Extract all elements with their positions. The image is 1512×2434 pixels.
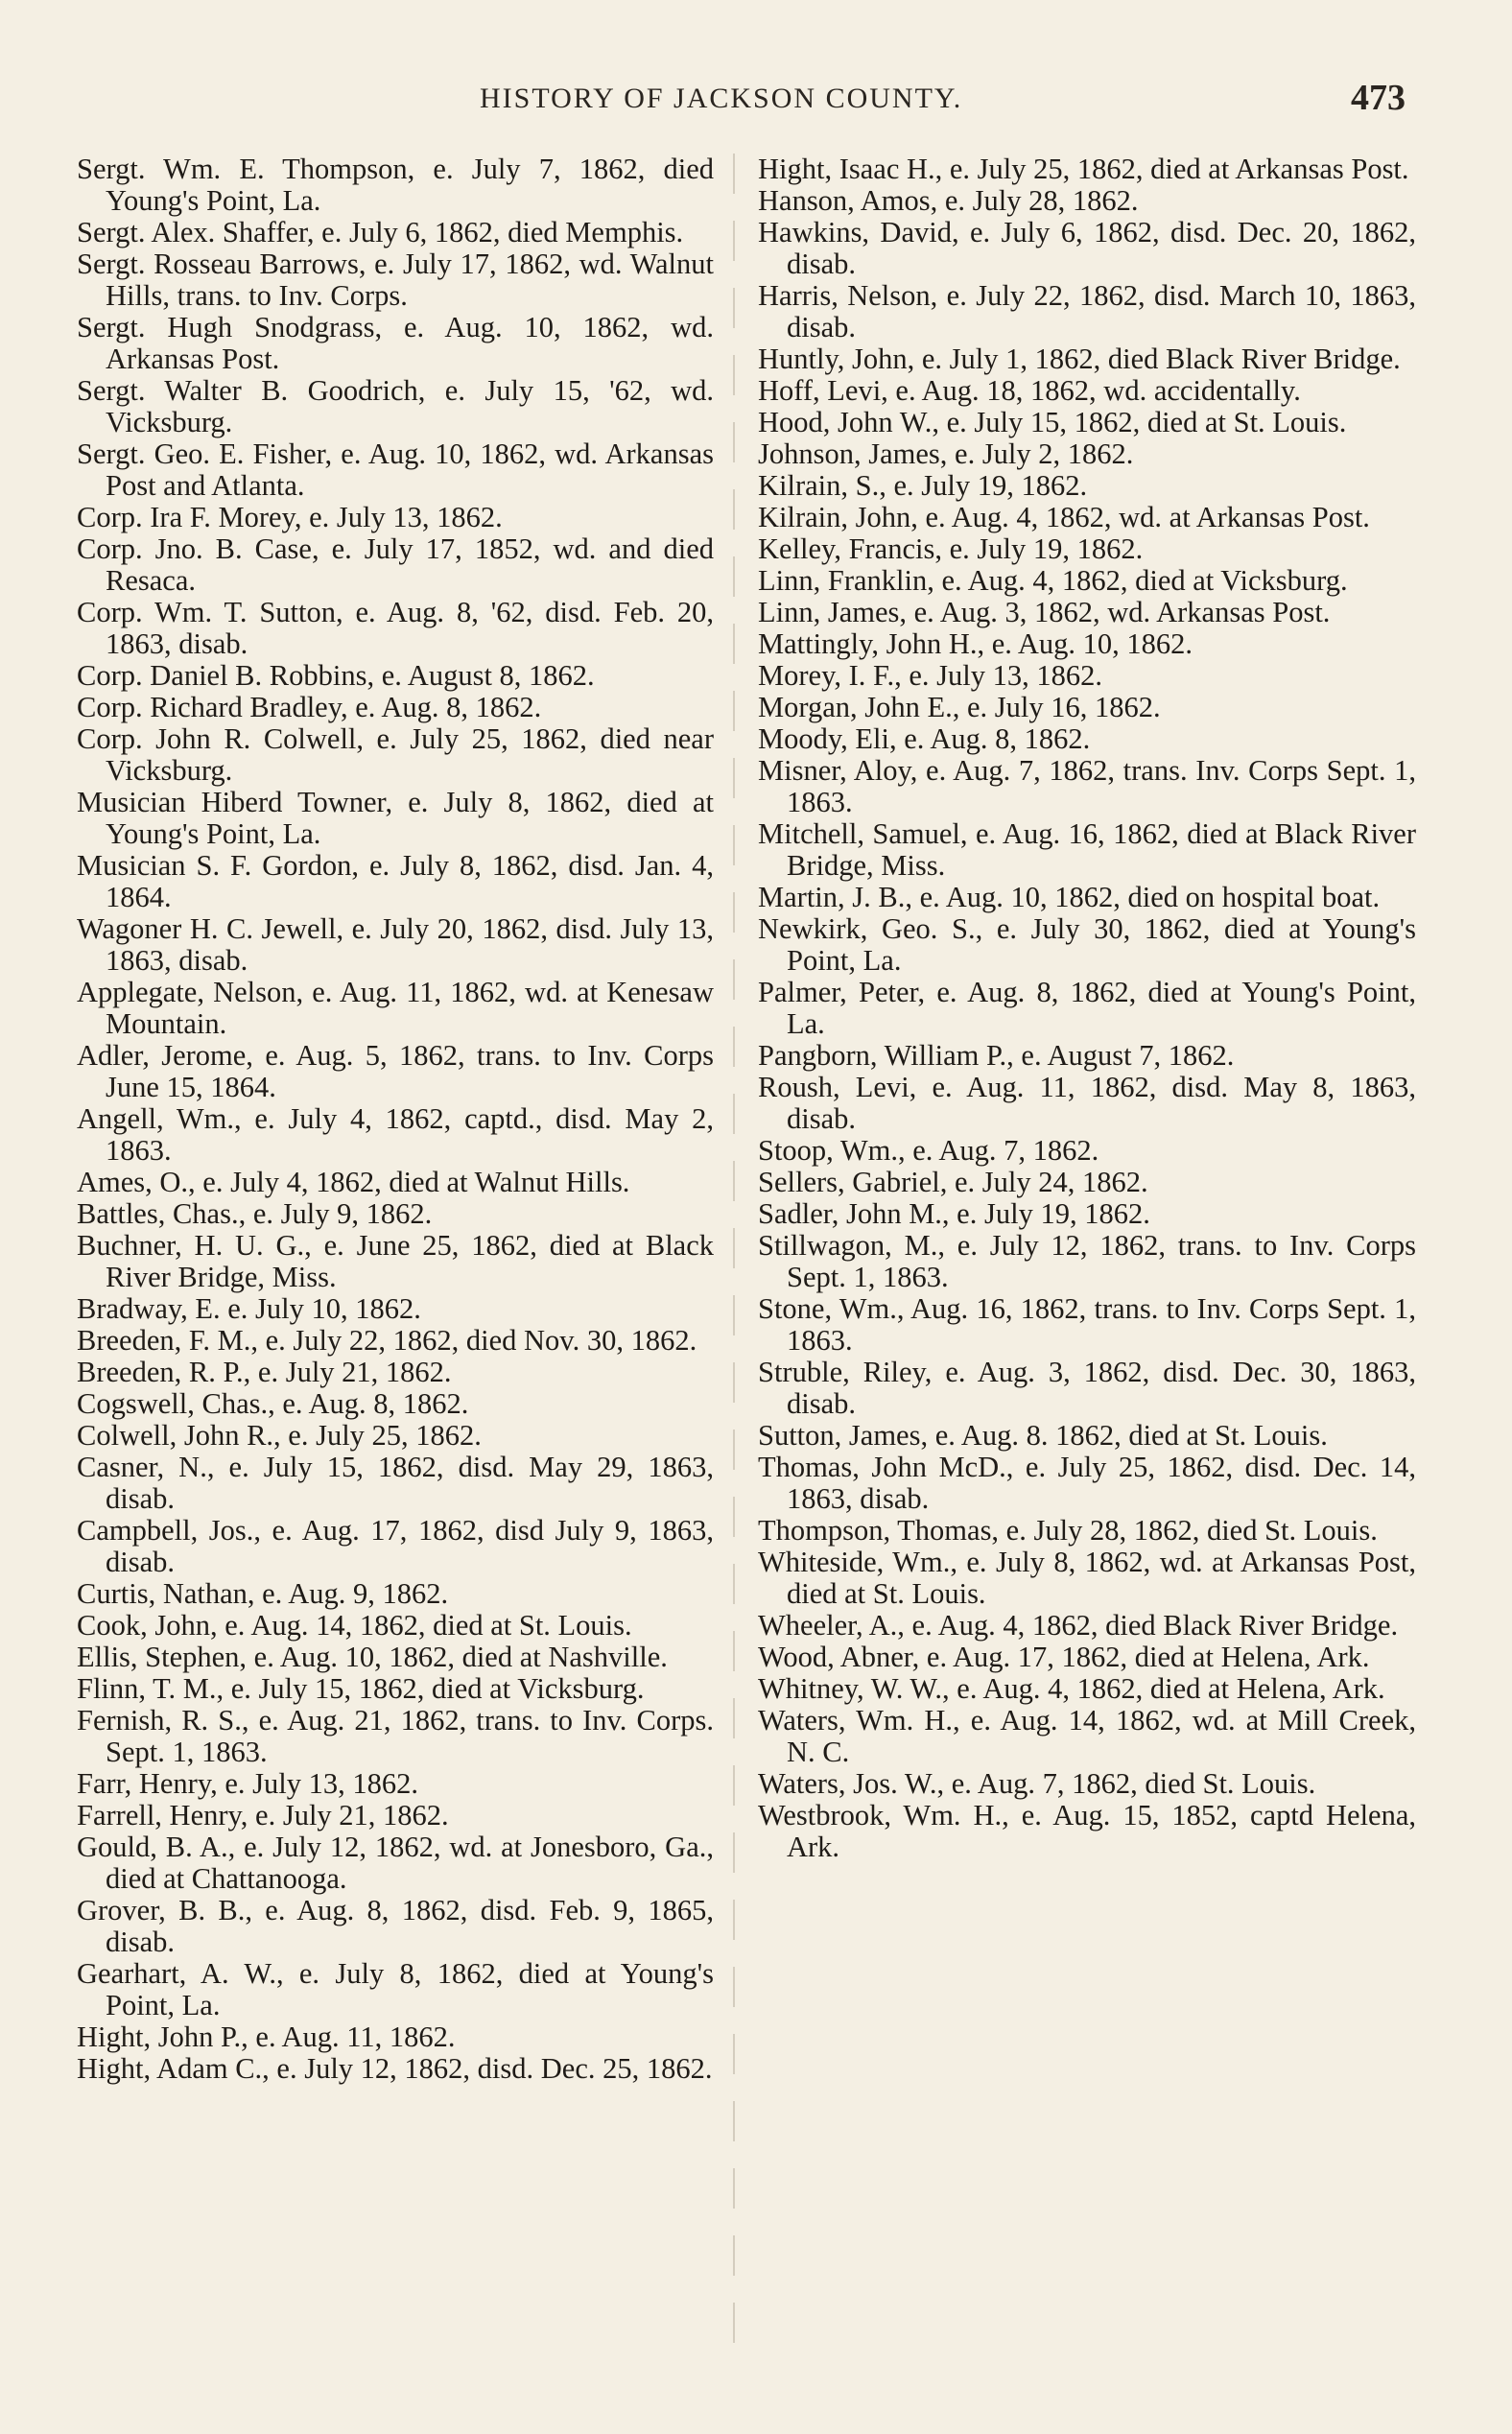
roster-entry: Wagoner H. C. Jewell, e. July 20, 1862, disd. July 13, 1863, disab. [77, 912, 714, 977]
roster-entry: Hawkins, David, e. July 6, 1862, disd. Dec. 20, 1862, disab. [758, 216, 1416, 280]
roster-entry: Hight, Isaac H., e. July 25, 1862, died at Arkansas Post. [758, 153, 1409, 185]
roster-entry: Sellers, Gabriel, e. July 24, 1862. [758, 1166, 1148, 1198]
roster-entry: Sergt. Hugh Snodgrass, e. Aug. 10, 1862, wd. Arkansas Post. [77, 311, 714, 375]
roster-entry: Farr, Henry, e. July 13, 1862. [77, 1767, 418, 1800]
right-column [758, 154, 1416, 1863]
roster-entry: Battles, Chas., e. July 9, 1862. [77, 1197, 433, 1230]
roster-entry: Stoop, Wm., e. Aug. 7, 1862. [758, 1134, 1099, 1167]
roster-entry: Kilrain, S., e. July 19, 1862. [758, 469, 1088, 502]
roster-entry: Corp. Jno. B. Case, e. July 17, 1852, wd. and died Resaca. [77, 532, 714, 597]
roster-entry: Colwell, John R., e. July 25, 1862. [77, 1419, 482, 1452]
roster-entry: Ames, O., e. July 4, 1862, died at Walnut Hills. [77, 1166, 630, 1198]
roster-entry: Westbrook, Wm. H., e. Aug. 15, 1852, captd Helena, Ark. [758, 1799, 1416, 1863]
roster-entry: Musician S. F. Gordon, e. July 8, 1862, disd. Jan. 4, 1864. [77, 849, 714, 913]
roster-entry: Angell, Wm., e. July 4, 1862, captd., disd. May 2, 1863. [77, 1102, 714, 1167]
roster-entry: Mitchell, Samuel, e. Aug. 16, 1862, died at Black River Bridge, Miss. [758, 817, 1416, 882]
roster-entry: Sadler, John M., e. July 19, 1862. [758, 1197, 1150, 1230]
roster-entry: Corp. Richard Bradley, e. Aug. 8, 1862. [77, 691, 542, 723]
roster-entry: Morey, I. F., e. July 13, 1862. [758, 659, 1103, 692]
roster-entry: Whitney, W. W., e. Aug. 4, 1862, died at Helena, Ark. [758, 1672, 1385, 1705]
roster-entry: Adler, Jerome, e. Aug. 5, 1862, trans. to Inv. Corps June 15, 1864. [77, 1039, 714, 1103]
roster-entry: Grover, B. B., e. Aug. 8, 1862, disd. Feb. 9, 1865, disab. [77, 1894, 714, 1958]
roster-entry: Flinn, T. M., e. July 15, 1862, died at Vicksburg. [77, 1672, 645, 1705]
roster-entry: Hight, Adam C., e. July 12, 1862, disd. Dec. 25, 1862. [77, 2052, 713, 2085]
roster-entry: Roush, Levi, e. Aug. 11, 1862, disd. May 8, 1863, disab. [758, 1071, 1416, 1135]
roster-entry: Corp. Wm. T. Sutton, e. Aug. 8, '62, disd. Feb. 20, 1863, disab. [77, 596, 714, 660]
roster-entry: Sutton, James, e. Aug. 8. 1862, died at St. Louis. [758, 1419, 1328, 1452]
roster-entry: Stillwagon, M., e. July 12, 1862, trans. to Inv. Corps Sept. 1, 1863. [758, 1229, 1416, 1293]
roster-entry: Wheeler, A., e. Aug. 4, 1862, died Black River Bridge. [758, 1609, 1399, 1642]
roster-entry: Campbell, Jos., e. Aug. 17, 1862, disd July 9, 1863, disab. [77, 1514, 714, 1578]
roster-entry: Corp. Daniel B. Robbins, e. August 8, 1862. [77, 659, 595, 692]
roster-entry: Sergt. Wm. E. Thompson, e. July 7, 1862, died Young's Point, La. [77, 153, 714, 217]
roster-entry: Sergt. Rosseau Barrows, e. July 17, 1862, wd. Walnut Hills, trans. to Inv. Corps. [77, 248, 714, 312]
roster-entry: Breeden, R. P., e. July 21, 1862. [77, 1356, 452, 1388]
roster-entry: Sergt. Walter B. Goodrich, e. July 15, '62, wd. Vicksburg. [77, 374, 714, 438]
roster-entry: Hoff, Levi, e. Aug. 18, 1862, wd. accidentally. [758, 374, 1301, 407]
roster-entry: Pangborn, William P., e. August 7, 1862. [758, 1039, 1235, 1072]
roster-entry: Buchner, H. U. G., e. June 25, 1862, died at Black River Bridge, Miss. [77, 1229, 714, 1293]
roster-entry: Linn, James, e. Aug. 3, 1862, wd. Arkansas Post. [758, 596, 1331, 628]
roster-entry: Linn, Franklin, e. Aug. 4, 1862, died at Vicksburg. [758, 564, 1348, 597]
roster-entry: Morgan, John E., e. July 16, 1862. [758, 691, 1161, 723]
page-header [0, 75, 1512, 132]
roster-entry: Thompson, Thomas, e. July 28, 1862, died St. Louis. [758, 1514, 1378, 1547]
roster-entry: Cook, John, e. Aug. 14, 1862, died at St. Louis. [77, 1609, 632, 1642]
roster-entry: Gearhart, A. W., e. July 8, 1862, died at Young's Point, La. [77, 1957, 714, 2021]
roster-entry: Whiteside, Wm., e. July 8, 1862, wd. at Arkansas Post, died at St. Louis. [758, 1546, 1416, 1610]
roster-entry: Breeden, F. M., e. July 22, 1862, died Nov. 30, 1862. [77, 1324, 697, 1357]
roster-entry: Waters, Wm. H., e. Aug. 14, 1862, wd. at Mill Creek, N. C. [758, 1704, 1416, 1768]
roster-entry: Corp. John R. Colwell, e. July 25, 1862, died near Vicksburg. [77, 722, 714, 787]
roster-entry: Fernish, R. S., e. Aug. 21, 1862, trans. to Inv. Corps. Sept. 1, 1863. [77, 1704, 714, 1768]
roster-entry: Stone, Wm., Aug. 16, 1862, trans. to Inv. Corps Sept. 1, 1863. [758, 1292, 1416, 1357]
roster-entry: Thomas, John McD., e. July 25, 1862, disd. Dec. 14, 1863, disab. [758, 1451, 1416, 1515]
roster-entry: Cogswell, Chas., e. Aug. 8, 1862. [77, 1387, 469, 1420]
roster-entry: Waters, Jos. W., e. Aug. 7, 1862, died St. Louis. [758, 1767, 1316, 1800]
running-title: HISTORY OF JACKSON COUNTY. [480, 83, 963, 114]
roster-entry: Bradway, E. e. July 10, 1862. [77, 1292, 421, 1325]
roster-entry: Kelley, Francis, e. July 19, 1862. [758, 532, 1144, 565]
roster-entry: Kilrain, John, e. Aug. 4, 1862, wd. at Arkansas Post. [758, 501, 1370, 533]
column-divider [733, 154, 735, 2360]
roster-entry: Hood, John W., e. July 15, 1862, died at St. Louis. [758, 406, 1347, 438]
roster-entry: Wood, Abner, e. Aug. 17, 1862, died at Helena, Ark. [758, 1641, 1370, 1673]
roster-entry: Gould, B. A., e. July 12, 1862, wd. at Jonesboro, Ga., died at Chattanooga. [77, 1831, 714, 1895]
roster-entry: Mattingly, John H., e. Aug. 10, 1862. [758, 627, 1193, 660]
roster-entry: Hight, John P., e. Aug. 11, 1862. [77, 2020, 456, 2053]
roster-entry: Newkirk, Geo. S., e. July 30, 1862, died at Young's Point, La. [758, 912, 1416, 977]
roster-entry: Curtis, Nathan, e. Aug. 9, 1862. [77, 1577, 449, 1610]
roster-entry: Casner, N., e. July 15, 1862, disd. May 29, 1863, disab. [77, 1451, 714, 1515]
roster-entry: Struble, Riley, e. Aug. 3, 1862, disd. Dec. 30, 1863, disab. [758, 1356, 1416, 1420]
roster-entry: Applegate, Nelson, e. Aug. 11, 1862, wd. at Kenesaw Mountain. [77, 976, 714, 1040]
left-column [77, 154, 714, 2085]
roster-entry: Musician Hiberd Towner, e. July 8, 1862, died at Young's Point, La. [77, 786, 714, 850]
roster-entry: Ellis, Stephen, e. Aug. 10, 1862, died at Nashville. [77, 1641, 668, 1673]
roster-entry: Martin, J. B., e. Aug. 10, 1862, died on hospital boat. [758, 881, 1381, 913]
roster-entry: Farrell, Henry, e. July 21, 1862. [77, 1799, 449, 1831]
roster-entry: Sergt. Alex. Shaffer, e. July 6, 1862, died Memphis. [77, 216, 684, 248]
roster-entry: Moody, Eli, e. Aug. 8, 1862. [758, 722, 1091, 755]
roster-entry: Sergt. Geo. E. Fisher, e. Aug. 10, 1862, wd. Arkansas Post and Atlanta. [77, 437, 714, 502]
roster-entry: Harris, Nelson, e. July 22, 1862, disd. March 10, 1863, disab. [758, 279, 1416, 343]
roster-entry: Johnson, James, e. July 2, 1862. [758, 437, 1134, 470]
roster-entry: Misner, Aloy, e. Aug. 7, 1862, trans. Inv. Corps Sept. 1, 1863. [758, 754, 1416, 818]
roster-entry: Huntly, John, e. July 1, 1862, died Black River Bridge. [758, 343, 1401, 375]
roster-entry: Corp. Ira F. Morey, e. July 13, 1862. [77, 501, 503, 533]
roster-entry: Palmer, Peter, e. Aug. 8, 1862, died at Young's Point, La. [758, 976, 1416, 1040]
page-number: 473 [1351, 78, 1406, 118]
roster-entry: Hanson, Amos, e. July 28, 1862. [758, 184, 1139, 217]
